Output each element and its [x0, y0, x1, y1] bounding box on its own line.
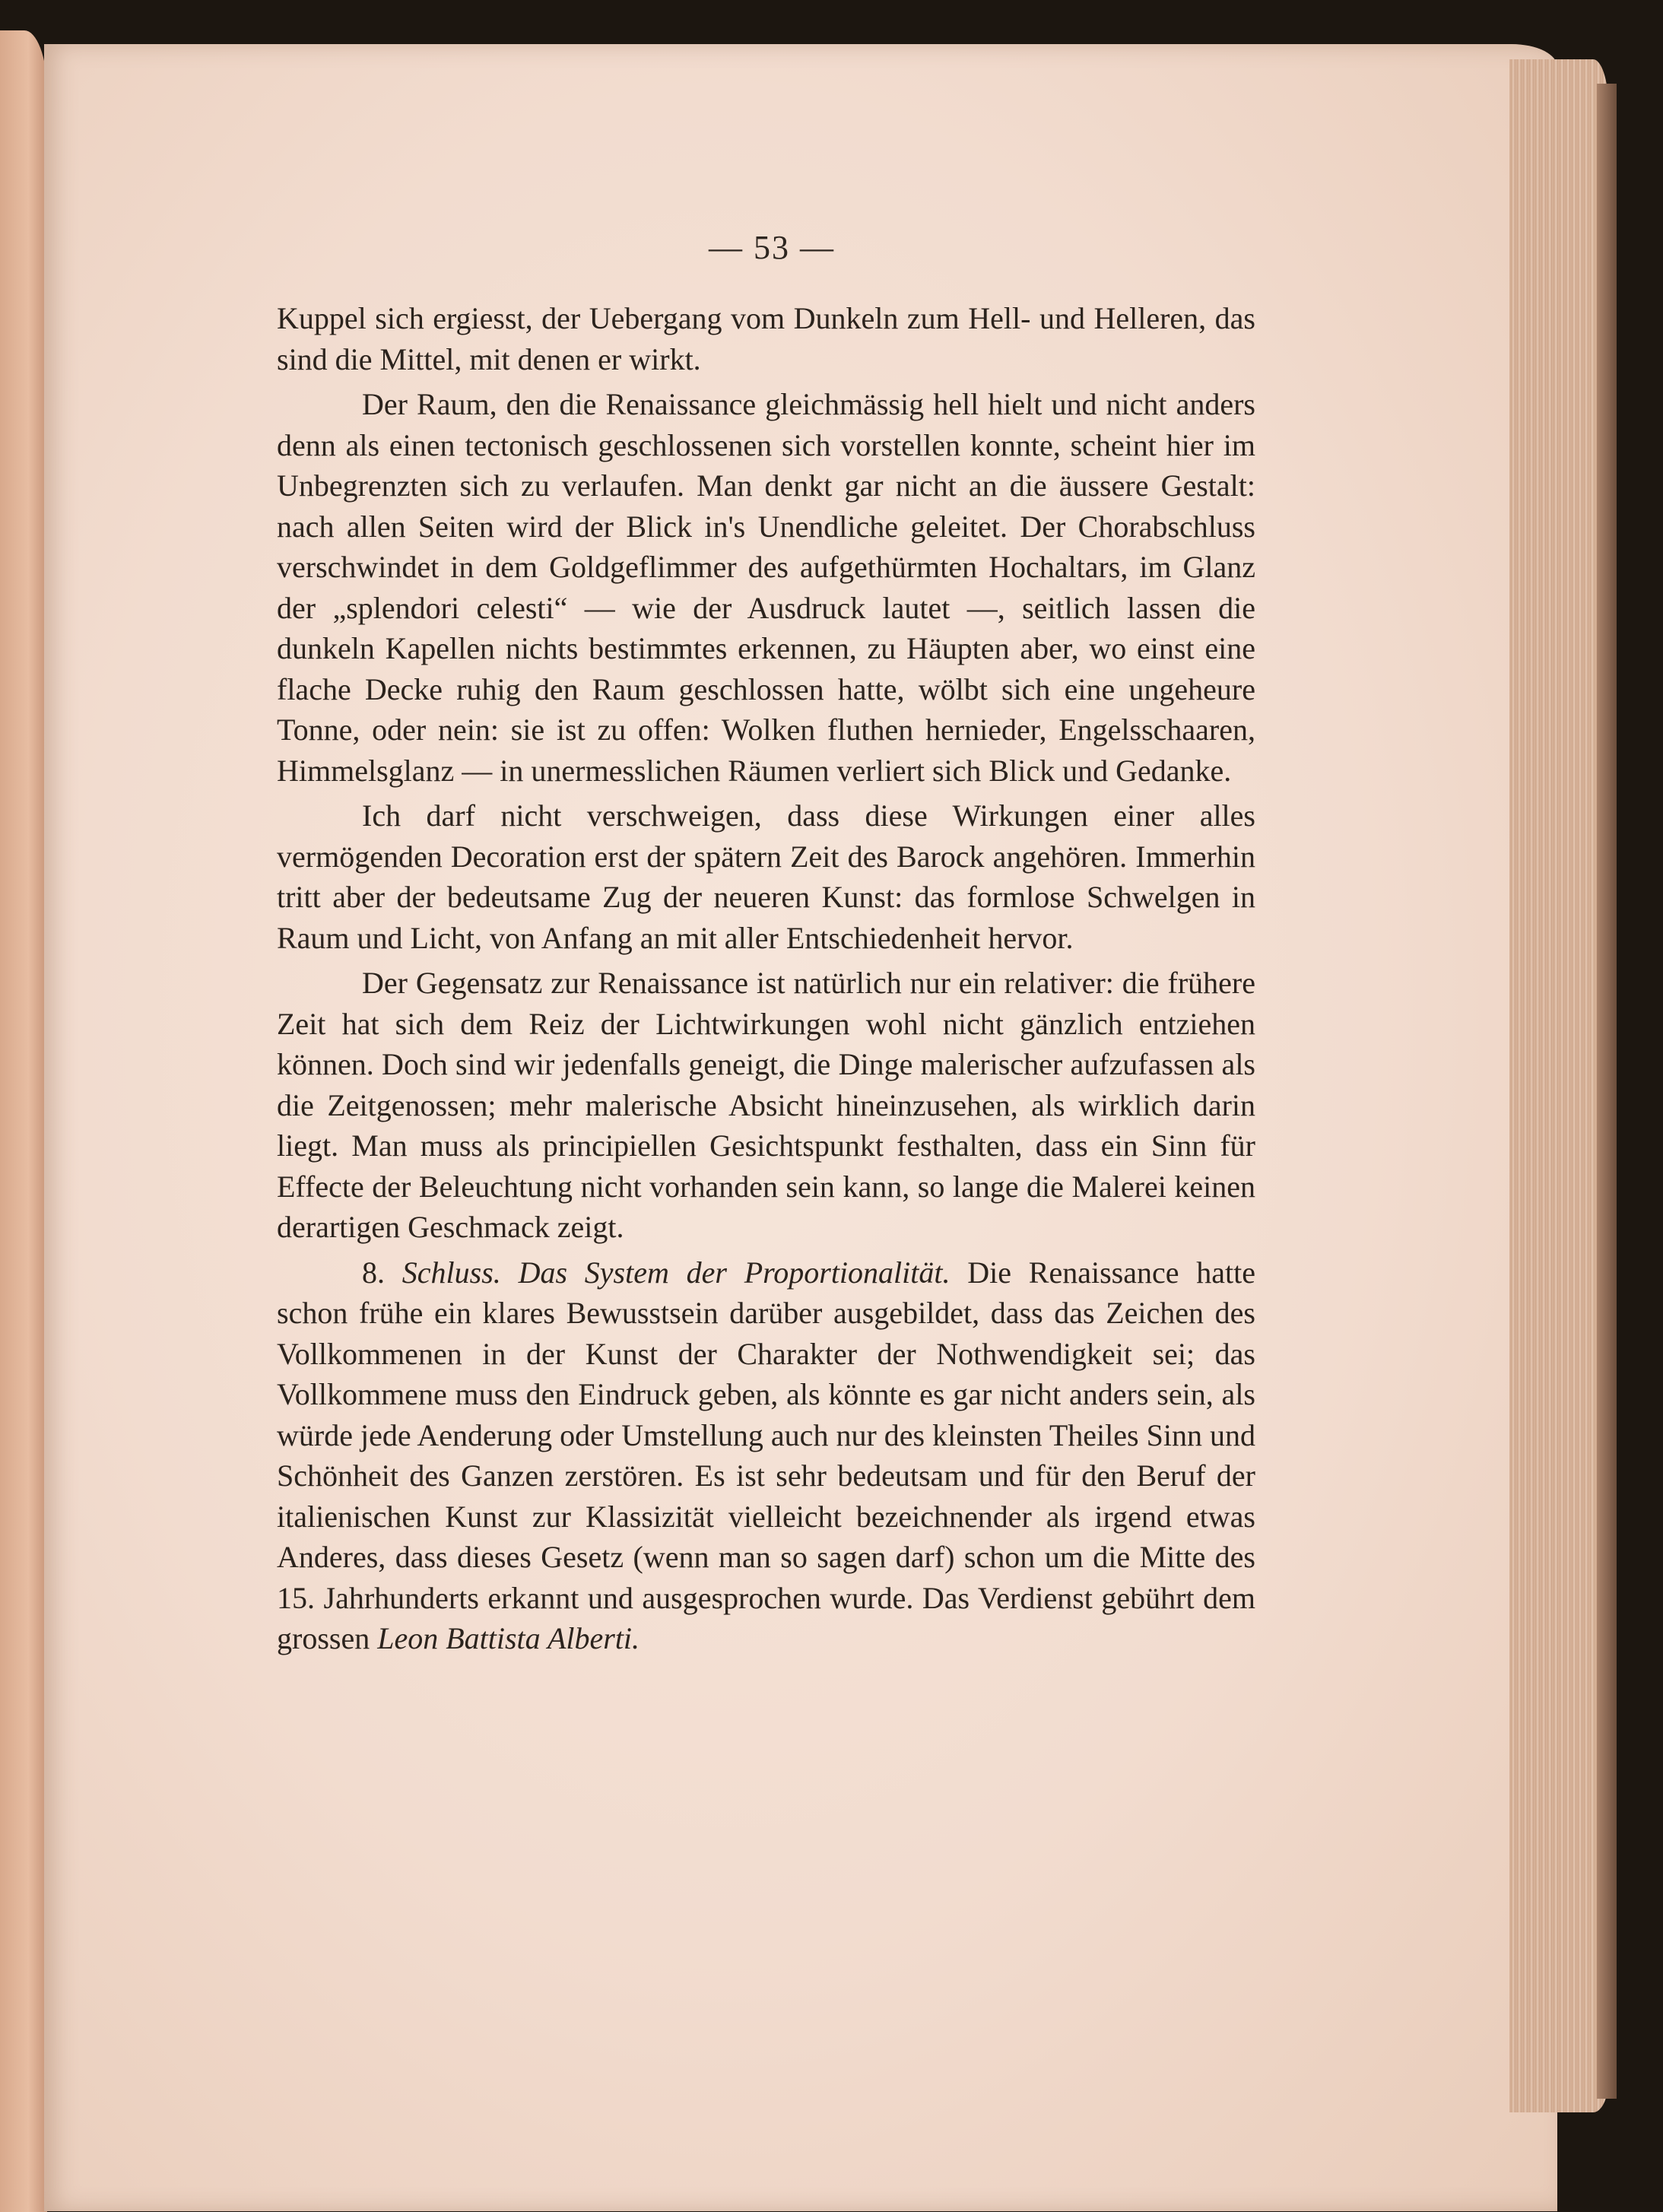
paragraph-2: Der Raum, den die Renaissance gleichmässig hell hielt und nicht anders denn als einen tectonisch geschlossenen sich vorstellen konnte, scheint hier im Unbegrenzten sich zu verlaufen. Man denkt gar nicht an die äussere Gestalt: nach allen Seiten wird der Blick in's Unendliche geleitet. Der Chorabschluss verschwindet in dem Goldgeflimmer des aufgethürmten Hochaltars, im Glanz der „splendori celesti“ — wie der Ausdruck lautet —, seitlich lassen die dunkeln Kapellen nichts bestimmtes erkennen, zu Häupten aber, wo einst eine flache Decke ruhig den Raum geschlossen hatte, wölbt sich eine ungeheure Tonne, oder nein: sie ist zu offen: Wolken fluthen hernieder, Engelsschaaren, Himmelsglanz — in unermesslichen Räumen verliert sich Blick und Gedanke.: [277, 387, 1255, 788]
section-title: Schluss.: [401, 1255, 501, 1290]
section-body: Die Renaissance hatte schon frühe ein klares Bewusstsein darüber ausgebildet, dass das Zeichen des Vollkommenen in der Kunst der Charakter der Nothwendigkeit sei; das Vollkommene muss den Eindruck geben, als könnte es gar nicht anders sein, als würde jede Aenderung oder Umstellung auch nur des kleinsten Theiles Sinn und Schönheit des Ganzen zerstören. Es ist sehr bedeutsam und für den Beruf der italienischen Kunst zur Klassizität vielleicht bezeichnender als irgend etwas Anderes, dass dieses Gesetz (wenn man so sagen darf) schon um die Mitte des 15. Jahrhunderts erkannt und ausgesprochen wurde. Das Verdienst gebührt dem grossen: [277, 1255, 1256, 1655]
book-edge-shadow: [1597, 84, 1617, 2099]
page-number: — 53 —: [709, 229, 835, 266]
section-number: 8.: [362, 1255, 385, 1290]
paragraph-4: Der Gegensatz zur Renaissance ist natürlich nur ein relativer: die frühere Zeit hat sich dem Reiz der Lichtwirkungen wohl nicht gänzlich entziehen können. Doch sind wir jedenfalls geneigt, die Dinge malerischer aufzufassen als die Zeitgenossen; mehr malerische Absicht hineinzusehen, als wirklich darin liegt. Man muss als principiellen Gesichtspunkt festhalten, dass ein Sinn für Effecte der Beleuchtung nicht vorhanden sein kann, so lange die Malerei keinen derartigen Geschmack zeigt.: [277, 966, 1255, 1244]
body-text: [277, 298, 1255, 1664]
paragraph-1: Kuppel sich ergiesst, der Uebergang vom Dunkeln zum Hell- und Helleren, das sind die Mittel, mit denen er wirkt.: [277, 301, 1255, 376]
person-name: Leon Battista Alberti.: [377, 1621, 640, 1655]
opposite-page-edge: [0, 30, 47, 2212]
section-subtitle: Das System der Proportionalität.: [518, 1255, 951, 1290]
paragraph-3: Ich darf nicht verschweigen, dass diese Wirkungen einer alles vermögenden Decoration erst der spätern Zeit des Barock angehören. Immerhin tritt aber der bedeutsame Zug der neueren Kunst: das formlose Schwelgen in Raum und Licht, von Anfang an mit aller Entschiedenheit hervor.: [277, 798, 1255, 955]
section-paragraph: [277, 1252, 1255, 1659]
page-edges: [1509, 59, 1608, 2112]
